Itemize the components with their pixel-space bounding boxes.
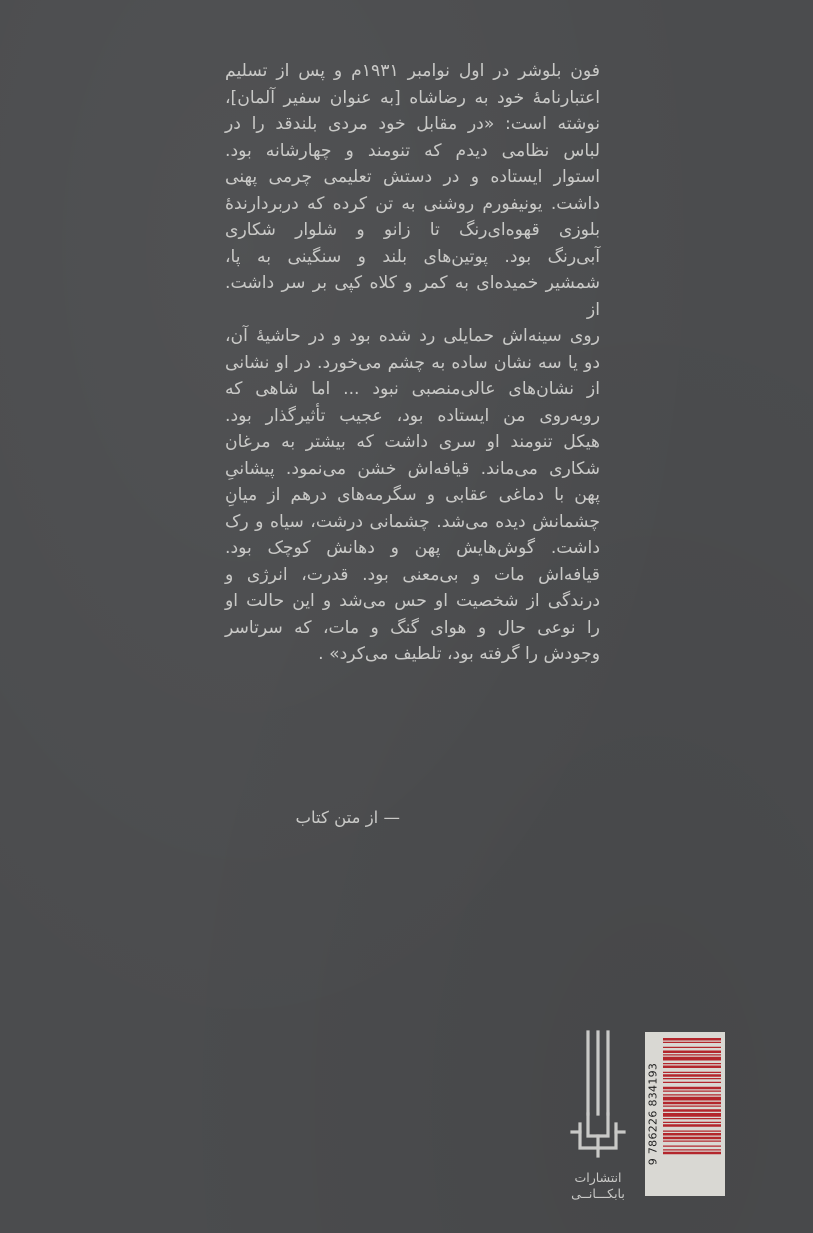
excerpt-line: استوار ایستاده و در دستش تعلیمی چرمی پهنی bbox=[225, 167, 600, 187]
excerpt-line: پهن با دماغی عقابی و سگرمه‌های درهم از میانِ bbox=[225, 485, 600, 505]
isbn-barcode bbox=[645, 1032, 725, 1196]
excerpt-line: روبه‌روی من ایستاده بود، عجیب تأثیرگذار بود. bbox=[225, 405, 600, 426]
barcode-digits bbox=[646, 1032, 660, 1196]
excerpt-line: را نوعی حال و هوای گنگ و مات، که سرتاسر bbox=[225, 617, 600, 638]
barcode-bar bbox=[663, 1066, 721, 1069]
excerpt-line: فون بلوشر در اول نوامبر ۱۹۳۱م و پس از تسلیم bbox=[225, 61, 601, 81]
excerpt-line: شمشیر خمیده‌ای به کمر و کلاه کپی بر سر داشت. از bbox=[225, 273, 600, 320]
excerpt-line: لباس نظامی دیدم که تنومند و چهارشانه بود. bbox=[225, 140, 600, 161]
barcode-bar bbox=[663, 1051, 721, 1054]
barcode-bar bbox=[663, 1106, 721, 1107]
excerpt-line: قیافه‌اش مات و بی‌معنی بود. قدرت، انرژی و bbox=[225, 564, 600, 585]
barcode-bar bbox=[663, 1057, 721, 1061]
barcode-bar bbox=[663, 1131, 721, 1132]
excerpt-line: آبی‌رنگ بود. پوتین‌های بلند و سنگینی به پا، bbox=[225, 246, 600, 267]
publisher-logo-icon bbox=[558, 1028, 638, 1168]
book-excerpt bbox=[225, 58, 600, 668]
barcode-number: 9 786226 834193 bbox=[646, 1062, 660, 1166]
barcode-bar bbox=[663, 1063, 721, 1064]
barcode-bar bbox=[663, 1047, 721, 1048]
barcode-bar bbox=[663, 1118, 721, 1119]
publisher-mark bbox=[558, 1028, 638, 1218]
excerpt-line: داشت. گوش‌هایش پهن و دهانش کوچک بود. bbox=[225, 538, 600, 558]
excerpt-line: چشمانش دیده می‌شد. چشمانی درشت، سیاه و رک bbox=[225, 511, 600, 532]
barcode-bar bbox=[663, 1109, 721, 1112]
excerpt-line: دو یا سه نشان ساده به چشم می‌خورد. در او نشانی bbox=[225, 352, 600, 373]
barcode-bar bbox=[663, 1113, 721, 1117]
barcode-bar bbox=[663, 1094, 721, 1095]
excerpt-line: نوشته است: «در مقابل خود مردی بلندقد را در bbox=[225, 114, 600, 134]
excerpt-line: اعتبارنامهٔ خود به رضاشاه [به عنوان سفیر آلمان]، bbox=[225, 87, 600, 108]
publisher-name-line1: انتشارات bbox=[574, 1170, 622, 1185]
barcode-bar bbox=[663, 1091, 721, 1092]
barcode-bar bbox=[663, 1137, 721, 1140]
barcode-bar bbox=[663, 1087, 721, 1090]
excerpt-line: از نشان‌های عالی‌منصبی نبود ... اما شاهی که bbox=[225, 379, 600, 399]
barcode-bar bbox=[663, 1149, 721, 1150]
barcode-bar bbox=[663, 1124, 721, 1127]
barcode-bar bbox=[663, 1146, 721, 1147]
excerpt-line: شکاری می‌ماند. قیافه‌اش خشن می‌نمود. پیشانیِ bbox=[225, 458, 600, 479]
barcode-bar bbox=[663, 1102, 721, 1105]
excerpt-line: بلوزی قهوه‌ای‌رنگ تا زانو و شلوار شکاری bbox=[225, 220, 600, 240]
barcode-bar bbox=[663, 1072, 721, 1073]
barcode-bar bbox=[663, 1082, 721, 1083]
barcode-bar bbox=[663, 1038, 721, 1041]
barcode-bar bbox=[663, 1074, 721, 1077]
excerpt-source: — از متن کتاب bbox=[295, 808, 400, 827]
excerpt-line: درندگی از شخصیت او حس می‌شد و این حالت او bbox=[225, 591, 600, 611]
barcode-bar bbox=[663, 1078, 721, 1079]
excerpt-line: هیکل تنومند او سری داشت که بیشتر به مرغان bbox=[225, 432, 600, 452]
barcode-bar bbox=[663, 1141, 721, 1142]
barcode-bar bbox=[663, 1097, 721, 1101]
barcode-bar bbox=[663, 1152, 721, 1155]
excerpt-line: روی سینه‌اش حمایلی رد شده بود و در حاشیهٔ آن، bbox=[225, 326, 600, 346]
barcode-bar bbox=[663, 1054, 721, 1055]
publisher-name bbox=[558, 1170, 638, 1202]
barcode-bar bbox=[663, 1133, 721, 1136]
publisher-name-line2: بابکـــانــی bbox=[571, 1186, 625, 1201]
barcode-bar bbox=[663, 1042, 721, 1043]
excerpt-line: داشت. یونیفورم روشنی به تن کرده که دربردارندهٔ bbox=[225, 193, 600, 214]
barcode-bar bbox=[663, 1122, 721, 1123]
excerpt-line: وجودش را گرفته بود، تلطیف می‌کرد» . bbox=[318, 644, 600, 664]
